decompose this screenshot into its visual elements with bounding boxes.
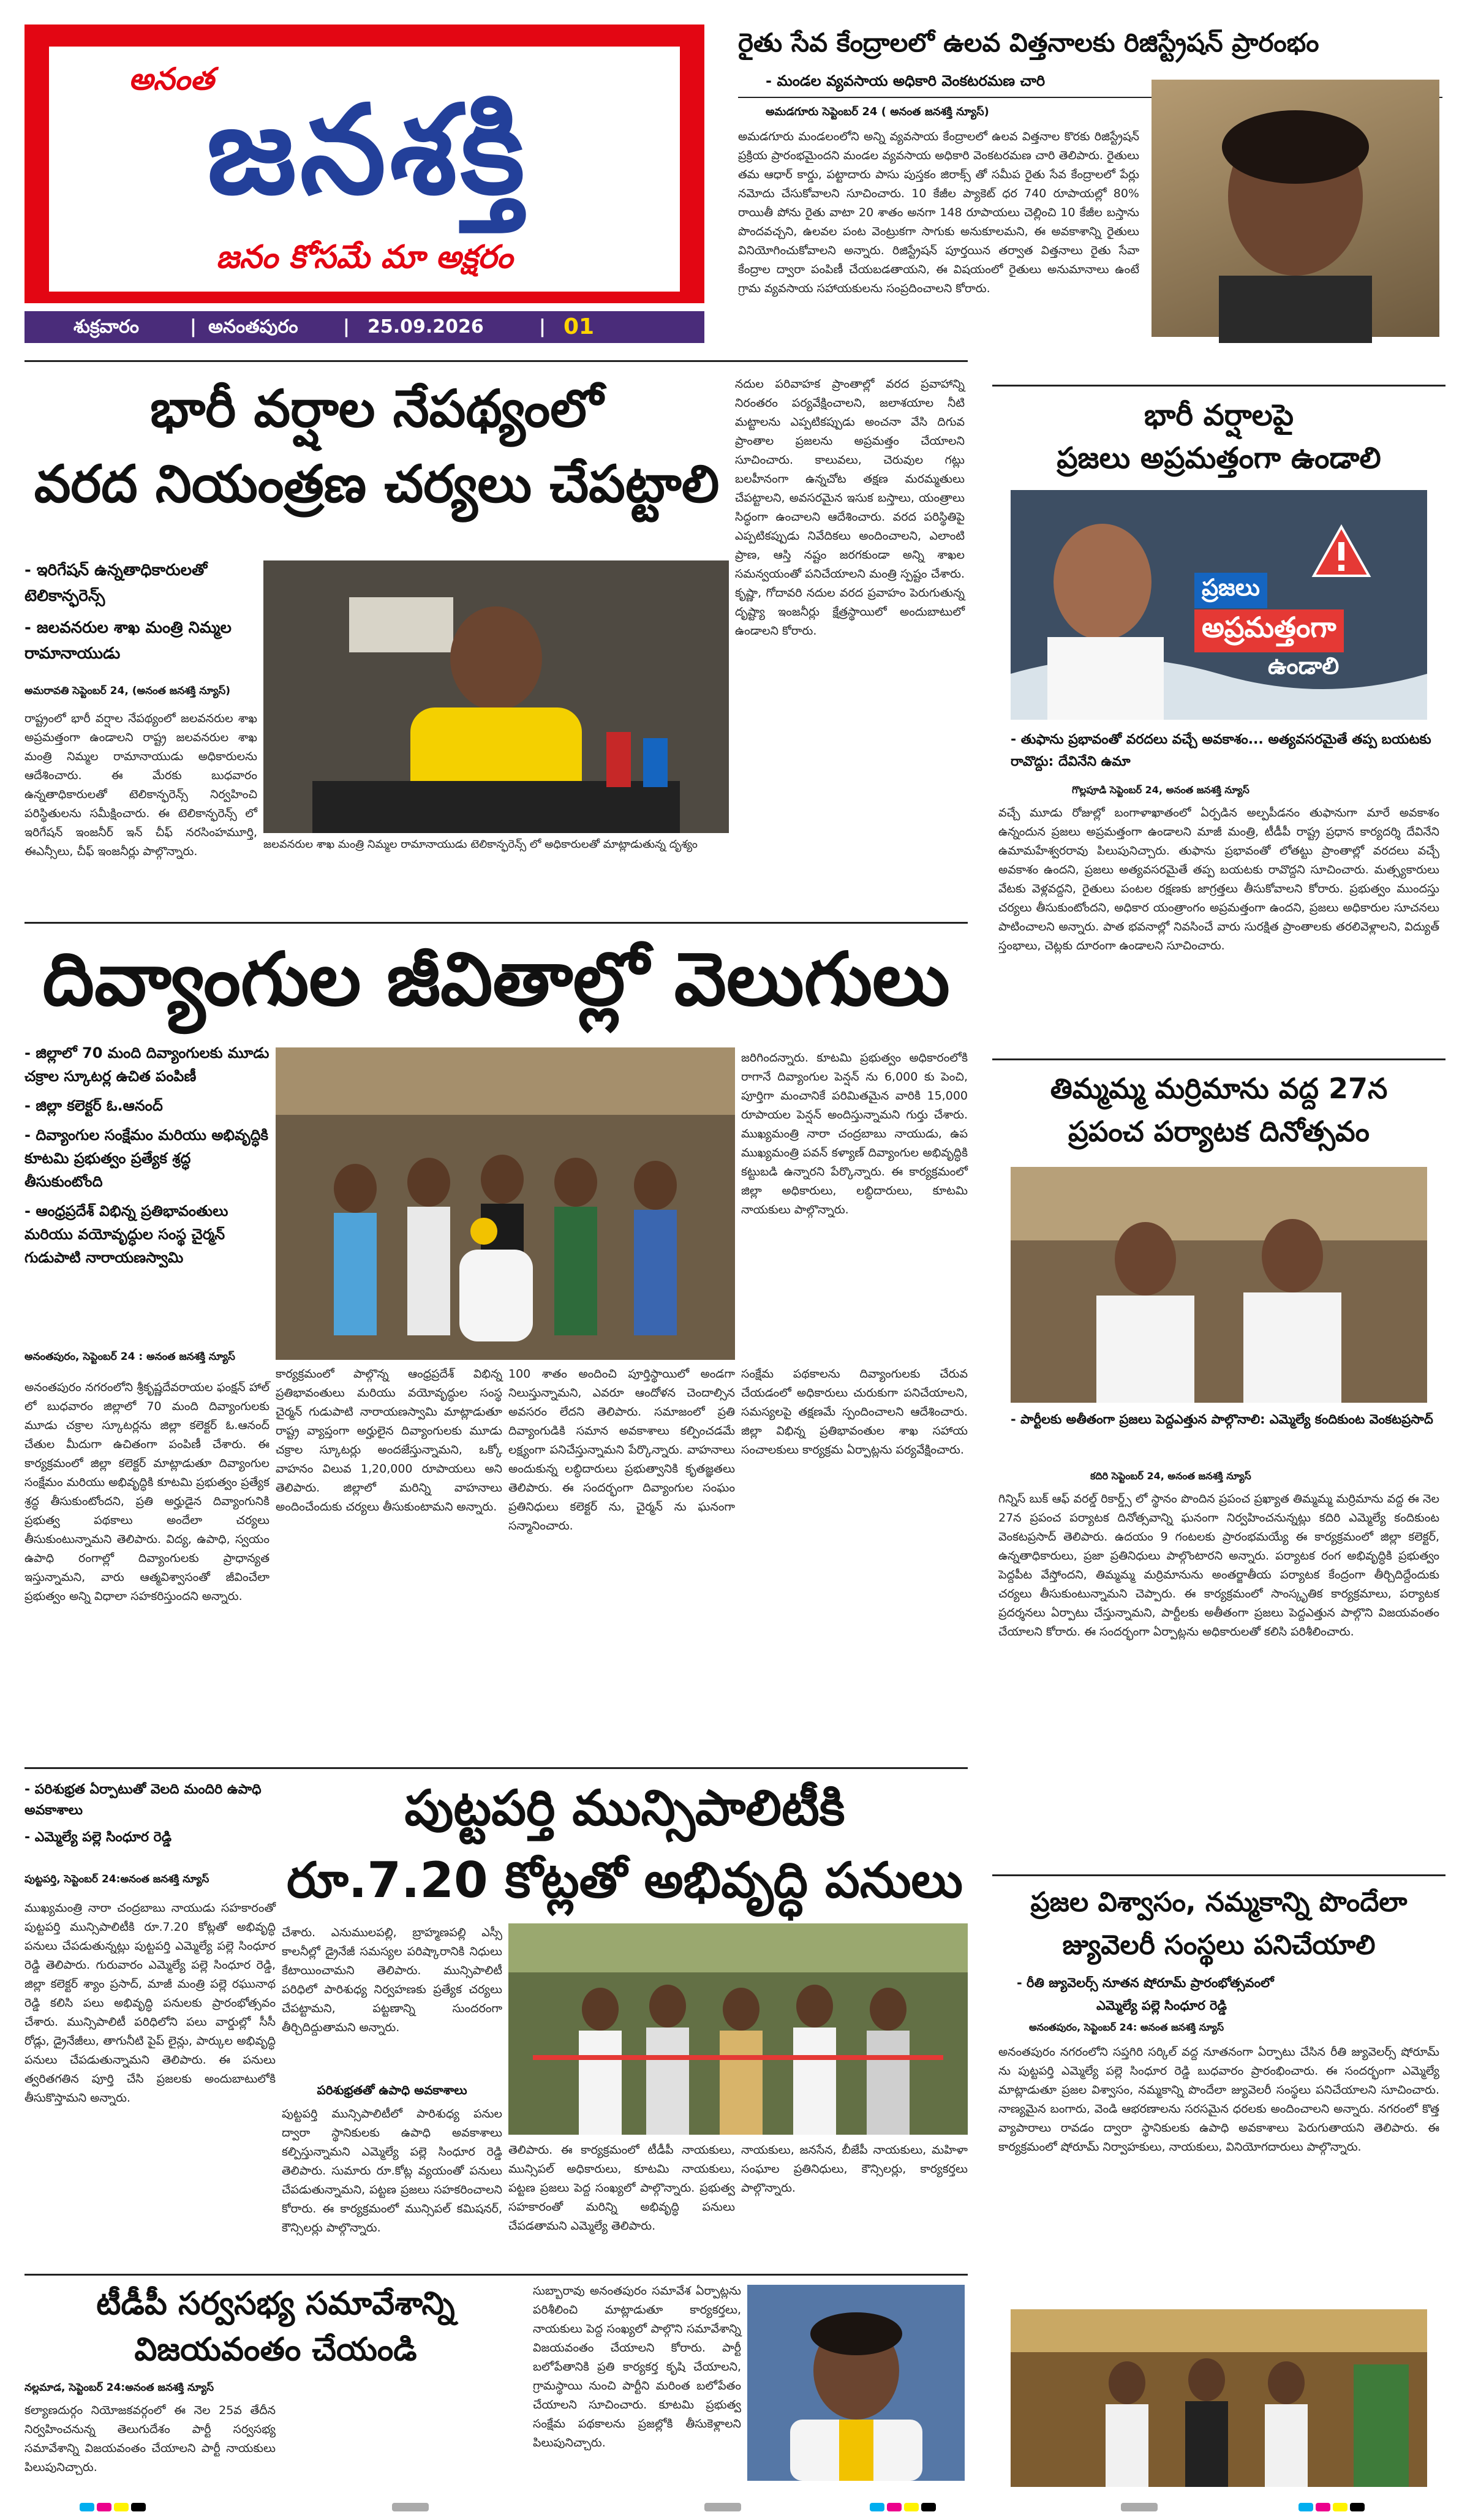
jewel-dateline: అనంతపురం, సెప్టెంబర్ 24: అనంత జనశక్తి న్యూస్ [1029, 2021, 1224, 2033]
date-strip-sep2: | [343, 316, 350, 338]
side-divider-3 [992, 1874, 1446, 1876]
puttaparthi-body-a: ముఖ్యమంత్రి నారా చంద్రబాబు నాయుడు సహకారంతో పుట్టపర్తి మున్సిపాలిటీకి రూ.7.20 కోట్లతో అభివృద్ధి పనులు చేపడుతున్నట్లు పుట్టపర్తి ఎమ్మెల్యే పల్లె సింధూర రెడ్డి తెలిపారు. గురువారం ఎమ్మెల్యే పల్లె సింధూర రెడ్డి, జిల్లా కలెక్టర్ శ్యాం ప్రసాద్, మాజీ మంత్రి పల్లె రఘునాథ రెడ్డి కలిసి పలు అభివృద్ధి పనులకు ప్రారంభోత్సవం చేశారు. మున్సిపాలిటీ పరిధిలోని పలు వార్డుల్లో సీసీ రోడ్లు, డ్రైనేజీలు, తాగునీటి పైప్ లైన్లు, పార్కుల అభివృద్ధి పనులు చేపడుతున్నామని తెలిపారు. ఈ పనులు త్వరితగతిన పూర్తి చేసి ప్రజలకు అందుబాటులోకి తీసుకొస్తామని అన్నారు. [24, 1901, 280, 2105]
puttaparthi-bullet-1: - పరిశుభ్రత ఏర్పాటుతో వెలది మందిరి ఉపాధి అవకాశాలు [24, 1782, 262, 1818]
date-strip-sep3: | [539, 316, 546, 338]
top-story-body: అమడగూరు మండలంలోని అన్ని వ్యవసాయ కేంద్రాలలో ఉలవ విత్తనాల కొరకు రిజిస్ట్రేషన్ ప్రక్రియ ప్రారంభమైందని మండల వ్యవసాయ అధికారి వెంకటరమణ చారి తెలిపారు. రైతులు తమ ఆధార్ కార్డు, పట్టాదారు పాసు పుస్తకం జిరాక్స్ తో సమీప రైతు సేవ కేంద్రాలలో పేర్లు నమోదు చేసుకోవాలని సూచించారు. 10 కేజీల ప్యాకెట్ ధర 740 రూపాయల్లో 80% రాయితీ పోను రైతు వాటా 20 శాతం అనగా 148 రూపాయలు చెల్లించి 10 కేజీల బస్తాను పొందవచ్చని, ఉలవల పంట వెంట్రుకగా సాగుకు అనుకూలమని, ఈ అవకాశాన్ని రైతులు వినియోగించుకోవాలని అన్నారు. రిజిస్ట్రేషన్ పూర్తయిన తర్వాత విత్తనాలు రైతు సేవా కేంద్రాల ద్వారా పంపిణీ చేయబడతాయని, ఈ విషయంలో రైతులు అనుమానాలు ఉంటే గ్రామ వ్యవసాయ సహాయకులను సంప్రదించాలని కోరారు. [738, 130, 1144, 295]
portrait-man-glyph [1152, 80, 1439, 337]
alert-headline-line2: ప్రజలు అప్రమత్తంగా ఉండాలి [1057, 441, 1381, 475]
section-rule-3 [24, 1767, 968, 1769]
flood-bullet-2: - జలవనరుల శాఖ మంత్రి నిమ్మల రామానాయుడు [24, 619, 232, 663]
alert-headline-line1: భారీ వర్షాలపై [1144, 398, 1294, 432]
puttaparthi-body-b: చేశారు. ఎనుములపల్లి, బ్రాహ్మణపల్లి ఎస్సీ కాలనీల్లో డ్రైనేజీ సమస్యల పరిష్కారానికి నిధులు కేటాయించామని తెలిపారు. మున్సిపాలిటీ పరిధిలో పారిశుధ్య నిర్వహణకు ప్రత్యేక చర్యలు చేపట్టామని, పట్టణాన్ని సుందరంగా తీర్చిదిద్దుతామని అన్నారు. [282, 1926, 507, 2034]
date-strip-place: అనంతపురం [208, 316, 298, 338]
flood-body-b: నదుల పరివాహక ప్రాంతాల్లో వరద ప్రవాహాన్ని నిరంతరం పర్యవేక్షించాలని, జలాశయాల నీటి మట్టాలను ఎప్పటికప్పుడు అంచనా వేసి దిగువ ప్రాంతాల ప్రజలను అప్రమత్తం చేయాలని సూచించారు. కాలువలు, చెరువుల గట్లు బలహీనంగా ఉన్నచోట తక్షణ మరమ్మతులు చేపట్టాలని, అవసరమైన ఇసుక బస్తాలు, యంత్రాలు సిద్ధంగా ఉంచాలని ఆదేశించారు. వరద పరిస్థితిపై ఎప్పటికప్పుడు నివేదికలు అందించాలని, ఎలాంటి ప్రాణ, ఆస్తి నష్టం జరగకుండా అన్ని శాఖల సమన్వయంతో పనిచేయాలని మంత్రి స్పష్టం చేశారు. కృష్ణా, గోదావరి నదుల వరద ప్రవాహం పెరుగుతున్న దృష్ట్యా ఇంజనీర్లు క్షేత్రస్థాయిలో అందుబాటులో ఉండాలని కోరారు. [735, 377, 969, 638]
section-rule-2 [24, 922, 968, 924]
jewel-sub2: ఎమ్మెల్యే పల్లె సింధూర రెడ్డి [1096, 1998, 1227, 2013]
flood-caption: జలవనరుల శాఖ మంత్రి నిమ్మల రామానాయుడు టెలికాన్ఫరెన్స్ లో అధికారులతో మాట్లాడుతున్న దృశ్యం [263, 838, 698, 851]
date-strip-date: 25.09.2026 [368, 316, 484, 338]
disabled-body-a: అనంతపురం నగరంలోని శ్రీకృష్ణదేవరాయల ఫంక్షన్ హాల్ లో బుధవారం జిల్లాలో 70 మంది దివ్యాంగులకు మూడు చక్రాల స్కూటర్లను జిల్లా కలెక్టర్ ఓ.ఆనంద్ చేతుల మీదుగా ఉచితంగా పంపిణీ చేశారు. ఈ కార్యక్రమంలో జిల్లా కలెక్టర్ మాట్లాడుతూ దివ్యాంగుల సంక్షేమం మరియు అభివృద్ధికి కూటమి ప్రభుత్వం ప్రత్యేక శ్రద్ధ తీసుకుంటోందని, ప్రతి అర్హుడైన దివ్యాంగునికి ప్రభుత్వ పథకాలు అందేలా చర్యలు తీసుకుంటున్నామని తెలిపారు. విద్య, ఉపాధి, స్వయం ఉపాధి రంగాల్లో దివ్యాంగులకు ప్రాధాన్యత ఇస్తున్నామని, వారు ఆత్మవిశ్వాసంతో జీవించేలా ప్రభుత్వం అన్ని విధాలా సహకరిస్తుందని అన్నారు. [24, 1381, 274, 1603]
disabled-bullets [24, 1041, 270, 1275]
top-story-sub: - మండల వ్యవసాయ అధికారి వెంకటరమణ చారి [766, 72, 1046, 89]
registration-marks [0, 2499, 1470, 2518]
masthead-top-script: అనంత [129, 61, 214, 97]
flood-photo [263, 560, 729, 833]
tdp-photo [747, 2285, 965, 2481]
masthead [24, 25, 704, 346]
masthead-red-box [24, 25, 704, 303]
date-strip [24, 311, 704, 343]
jewel-photo [1011, 2309, 1427, 2487]
tdp-headline-line1: టీడీపీ సర్వసభ్య సమావేశాన్ని [96, 2285, 455, 2322]
section-rule-4 [24, 2274, 968, 2276]
puttaparthi-bullets [24, 1779, 282, 1854]
jewel-headline-line2: జ్యువెలరీ సంస్థలు పనిచేయాలి [1062, 1930, 1376, 1961]
tdp-dateline: నల్లమాడ, సెప్టెంబర్ 24:అనంత జనశక్తి న్యూస్ [24, 2382, 214, 2394]
disabled-photo [276, 1047, 735, 1360]
masthead-white-panel [49, 47, 680, 292]
alert-body: వచ్చే మూడు రోజుల్లో బంగాళాఖాతంలో ఏర్పడిన అల్పపీడనం తుఫానుగా మారే అవకాశం ఉన్నందున ప్రజలు అప్రమత్తంగా ఉండాలని మాజీ మంత్రి, టీడీపీ రాష్ట్ర ప్రధాన కార్యదర్శి దేవినేని ఉమామహేశ్వరరావు పిలుపునిచ్చారు. తుఫాను ప్రభావంతో లోతట్టు ప్రాంతాల్లో వరదలు వచ్చే అవకాశం ఉందని, ప్రజలు అత్యవసరమైతే తప్ప బయటకు రావొద్దని సూచించారు. మత్స్యకారులు వేటకు వెళ్లవద్దని, రైతులు పంటల రక్షణకు జాగ్రత్తలు తీసుకోవాలని కోరారు. ప్రభుత్వం ముందస్తు చర్యలు తీసుకుంటోందని, అధికార యంత్రాంగం అప్రమత్తంగా ఉందని, ప్రజలు అధికారుల సూచనలు పాటించాలని అన్నారు. పాత భవనాల్లో నివసించే వారు సురక్షిత ప్రాంతాలకు తరలివెళ్లాలని, విద్యుత్ స్తంభాలు, చెట్లకు దూరంగా ఉండాలని సూచించారు. [998, 806, 1444, 953]
scooter-distribution-glyph [276, 1047, 735, 1360]
masthead-name: జనశక్తి [206, 79, 529, 222]
flood-bullet-1: - ఇరిగేషన్ ఉన్నతాధికారులతో టెలికాన్ఫరెన్స్ [24, 561, 208, 605]
disabled-body-e: సంక్షేమ పథకాలను దివ్యాంగులకు చేరువ చేయడంలో అధికారులు చురుకుగా పనిచేయాలని, సమస్యలపై తక్షణమే స్పందించాలని ఆదేశించారు. జిల్లా విభిన్న ప్రతిభావంతుల శాఖ సహాయ సంచాలకులు కార్యక్రమ ఏర్పాట్లను పర్యవేక్షించారు. [741, 1367, 972, 1457]
alert-dateline: గొల్లపూడి సెప్టెంబర్ 24, అనంత జనశక్తి న్యూస్ [1072, 784, 1250, 796]
tourism-sub: - పార్టీలకు అతీతంగా ప్రజలు పెద్దఎత్తున పాల్గొనాలి: ఎమ్మెల్యే కందికుంట వెంకటప్రసాద్ [1011, 1412, 1433, 1427]
tourism-photo [1011, 1167, 1427, 1403]
alert-graphic-line1: ప్రజలు [1194, 573, 1267, 608]
alert-graphic-line2: అప్రమత్తంగా [1194, 609, 1344, 652]
tdp-body-a: కల్యాణదుర్గం నియోజకవర్గంలో ఈ నెల 25వ తేదీన నిర్వహించనున్న తెలుగుదేశం పార్టీ సర్వసభ్య సమావేశాన్ని విజయవంతం చేయాలని పార్టీ నాయకులు పిలుపునిచ్చారు. [24, 2404, 280, 2474]
registration-marks-art [0, 2499, 1470, 2518]
tdp-body-b: సుబ్బారావు అనంతపురం సమావేశ ఏర్పాట్లను పరిశీలించి మాట్లాడుతూ కార్యకర్తలు, నాయకులు పెద్ద సంఖ్యలో పాల్గొని సమావేశాన్ని విజయవంతం చేయాలని కోరారు. పార్టీ బలోపేతానికి ప్రతి కార్యకర్త కృషి చేయాలని, గ్రామస్థాయి నుంచి పార్టీని మరింత బలోపేతం చేయాలని సూచించారు. కూటమి ప్రభుత్వ సంక్షేమ పథకాలను ప్రజల్లోకి తీసుకెళ్లాలని పిలుపునిచ్చారు. [533, 2284, 745, 2450]
tourism-body: గిన్నిస్ బుక్ ఆఫ్ వరల్డ్ రికార్డ్స్ లో స్థానం పొందిన ప్రపంచ ప్రఖ్యాత తిమ్మమ్మ మర్రిమాను వద్ద ఈ నెల 27న ప్రపంచ పర్యాటక దినోత్సవాన్ని ఘనంగా నిర్వహించనున్నట్లు కదిరి ఎమ్మెల్యే కందికుంట వెంకటప్రసాద్ తెలిపారు. ఉదయం 9 గంటలకు ప్రారంభమయ్యే ఈ కార్యక్రమంలో జిల్లా కలెక్టర్, ఉన్నతాధికారులు, ప్రజా ప్రతినిధులు పాల్గొంటారని అన్నారు. పర్యాటక రంగ అభివృద్ధికి ప్రభుత్వం పెద్దపీట వేస్తోందని, తిమ్మమ్మ మర్రిమానును అంతర్జాతీయ పర్యాటక కేంద్రంగా తీర్చిదిద్దేందుకు చర్యలు తీసుకుంటున్నామని చెప్పారు. ఈ కార్యక్రమంలో సాంస్కృతిక కార్యక్రమాలు, పర్యాటక ప్రదర్శనలు ఏర్పాటు చేస్తున్నామని, పార్టీలకు అతీతంగా ప్రజలు పెద్దఎత్తున పాల్గొని విజయవంతం చేయాలని కోరారు. ఈ సందర్భంగా ఏర్పాట్లను అధికారులతో కలిసి పరిశీలించారు. [998, 1492, 1444, 1639]
puttaparthi-body-c: పుట్టపర్తి మున్సిపాలిటీలో పారిశుధ్య పనుల ద్వారా స్థానికులకు ఉపాధి అవకాశాలు కల్పిస్తున్నామని ఎమ్మెల్యే పల్లె సింధూర రెడ్డి తెలిపారు. సుమారు రూ.కోట్ల వ్యయంతో పనులు చేపడుతున్నామని, పట్టణ ప్రజలు సహకరించాలని కోరారు. ఈ కార్యక్రమంలో మున్సిపల్ కమిషనర్, కౌన్సిలర్లు పాల్గొన్నారు. [282, 2107, 507, 2235]
disabled-bullet-4: - ఆంధ్రప్రదేశ్ విభిన్న ప్రతిభావంతులు మరియు వయోవృద్ధుల సంస్థ చైర్మన్ గుడుపాటి నారాయణస్వామి [24, 1202, 228, 1266]
puttaparthi-bullet-2: - ఎమ్మెల్యే పల్లె సింధూర రెడ్డి [24, 1830, 172, 1845]
masthead-tagline: జనం కోసమే మా అక్షరం [216, 239, 513, 276]
jewel-sub1: - రీతి జ్యువెలర్స్ నూతన షోరూమ్ ప్రారంభోత్సవంలో [1017, 1975, 1274, 1990]
top-story-dateline: అమడగూరు సెప్టెంబర్ 24 ( అనంత జనశక్తి న్యూస్) [766, 105, 989, 118]
puttaparthi-headline-line2: రూ.7.20 కోట్లతో అభివృద్ధి పనులు [287, 1852, 963, 1909]
top-story-headline: రైతు సేవ కేంద్రాలలో ఉలవ విత్తనాలకు రిజిస్ట్రేషన్ ప్రారంభం [738, 28, 1319, 58]
puttaparthi-body-d: తెలిపారు. ఈ కార్యక్రమంలో టీడీపీ నాయకులు, మున్సిపల్ అధికారులు, కూటమి నాయకులు, పట్టణ ప్రజలు పెద్ద సంఖ్యలో పాల్గొన్నారు. ప్రభుత్వ సహకారంతో మరిన్ని అభివృద్ధి పనులు చేపడతామని ఎమ్మెల్యే తెలిపారు. [508, 2143, 739, 2233]
puttaparthi-body-e: నాయకులు, జనసేన, బీజేపీ నాయకులు, మహిళా సంఘాల ప్రతినిధులు, కౌన్సిలర్లు, కార్యకర్తలు పాల్గొన్నారు. [741, 2143, 972, 2195]
page-number: 01 [564, 314, 595, 339]
flood-headline-line2: వరద నియంత్రణ చర్యలు చేపట్టాలి [34, 454, 720, 514]
side-divider-2 [992, 1058, 1446, 1060]
tdp-headline-line2: విజయవంతం చేయండి [134, 2331, 417, 2368]
disabled-body-b: కార్యక్రమంలో పాల్గొన్న ఆంధ్రప్రదేశ్ విభిన్న ప్రతిభావంతులు మరియు వయోవృద్ధుల సంస్థ చైర్మన్ గుడుపాటి నారాయణస్వామి మాట్లాడుతూ రాష్ట్ర వ్యాప్తంగా అర్హులైన దివ్యాంగులకు మూడు చక్రాల స్కూటర్లు అందజేస్తున్నామని, ఒక్కో వాహనం విలువ 1,20,000 రూపాయలు అని తెలిపారు. జిల్లాలో మరిన్ని వాహనాలు అందించేందుకు చర్యలు తీసుకుంటామని అన్నారు. [276, 1367, 507, 1514]
tourism-headline-line1: తిమ్మమ్మ మర్రిమాను వద్ద 27న [1050, 1072, 1388, 1105]
puttaparthi-photo [508, 1923, 968, 2135]
alert-graphic-line3: ఉండాలి [1268, 652, 1340, 679]
flood-body-a: రాష్ట్రంలో భారీ వర్షాల నేపథ్యంలో జలవనరుల శాఖ అప్రమత్తంగా ఉండాలని రాష్ట్ర జలవనరుల శాఖ మంత్రి నిమ్మల రామానాయుడు అధికారులను ఆదేశించారు. ఈ మేరకు బుధవారం ఉన్నతాధికారులతో టెలికాన్ఫరెన్స్ నిర్వహించి పరిస్థితులను సమీక్షించారు. ఈ టెలికాన్ఫరెన్స్ లో ఇరిగేషన్ ఇంజనీర్ ఇన్ చీఫ్ నరసింహమూర్తి, ఈఎన్సీలు, చీఫ్ ఇంజనీర్లు పాల్గొన్నారు. [24, 712, 262, 858]
flood-bullets [24, 557, 257, 673]
jewel-body: అనంతపురం నగరంలోని సప్తగిరి సర్కిల్ వద్ద నూతనంగా ఏర్పాటు చేసిన రీతి జ్యువెలర్స్ షోరూమ్ ను పుట్టపర్తి ఎమ్మెల్యే పల్లె సింధూర రెడ్డి బుధవారం ప్రారంభించారు. ఈ సందర్భంగా ఎమ్మెల్యే మాట్లాడుతూ ప్రజల విశ్వాసం, నమ్మకాన్ని పొందేలా జ్యువెలరీ సంస్థలు పనిచేయాలని సూచించారు. నాణ్యమైన బంగారు, వెండి ఆభరణాలను సరసమైన ధరలకు అందించాలని అన్నారు. నగరంలో కొత్త వ్యాపారాలు రావడం ద్వారా స్థానికులకు ఉపాధి అవకాశాలు పెరుగుతాయని తెలిపారు. ఈ కార్యక్రమంలో షోరూమ్ నిర్వాహకులు, నాయకులు, వినియోగదారులు పాల్గొన్నారు. [998, 2045, 1444, 2154]
disabled-headline: దివ్యాంగుల జీవితాల్లో వెలుగులు [42, 937, 950, 1022]
ribbon-cutting-glyph [508, 1923, 968, 2135]
flood-dateline: అమరావతి సెప్టెంబర్ 24, (అనంత జనశక్తి న్యూస్) [24, 685, 231, 697]
tourism-headline-line2: ప్రపంచ పర్యాటక దినోత్సవం [1068, 1115, 1370, 1148]
alert-sub: - తుఫాను ప్రభావంతో వరదలు వచ్చే అవకాశం... అత్యవసరమైతే తప్ప బయటకు రావొద్దు: దేవినేని ఉమా [1011, 732, 1431, 769]
disabled-bullet-3: - దివ్యాంగుల సంక్షేమం మరియు అభివృద్ధికి కూటమి ప్రభుత్వం ప్రత్యేక శ్రద్ధ తీసుకుంటోంది [24, 1126, 269, 1190]
leader-portrait-glyph [747, 2285, 965, 2481]
jewel-headline-line1: ప్రజల విశ్వాసం, నమ్మకాన్ని పొందేలా [1030, 1887, 1408, 1918]
date-strip-day: శుక్రవారం [74, 316, 139, 338]
minister-photo-glyph [263, 560, 729, 833]
two-men-photo-glyph [1011, 1167, 1427, 1403]
puttaparthi-dateline: పుట్టపర్తి, సెప్టెంబర్ 24:అనంత జనశక్తి న్యూస్ [24, 1873, 209, 1885]
puttaparthi-headline-line1: పుట్టపర్తి మున్సిపాలిటీకి [404, 1779, 845, 1836]
side-divider-top [992, 385, 1446, 387]
section-rule-1 [24, 360, 968, 362]
disabled-body-c: జరిగిందన్నారు. కూటమి ప్రభుత్వం అధికారంలోకి రాగానే దివ్యాంగుల పెన్షన్ ను 6,000 కు పెంచి, పూర్తిగా మంచానికే పరిమితమైన వారికి 15,000 రూపాయల పెన్షన్ అందిస్తున్నామని గుర్తు చేశారు. ముఖ్యమంత్రి నారా చంద్రబాబు నాయుడు, ఉప ముఖ్యమంత్రి పవన్ కళ్యాణ్ దివ్యాంగుల అభివృద్ధికి కట్టుబడి ఉన్నారని పేర్కొన్నారు. ఈ కార్యక్రమంలో జిల్లా అధికారులు, లబ్ధిదారులు, కూటమి నాయకులు పాల్గొన్నారు. [741, 1051, 972, 1217]
disabled-body-d: 100 శాతం అందించి పూర్తిస్థాయిలో అండగా నిలుస్తున్నామని, ఎవరూ ఆందోళన చెందాల్సిన అవసరం లేదని తెలిపారు. సమాజంలో ప్రతి దివ్యాంగుడికి సమాన అవకాశాలు కల్పించడమే లక్ష్యంగా పనిచేస్తున్నామని పేర్కొన్నారు. వాహనాలు అందుకున్న లబ్ధిదారులు ప్రభుత్వానికి కృతజ్ఞతలు తెలిపారు. ఈ సందర్భంగా దివ్యాంగుల సంఘం ప్రతినిధులు కలెక్టర్ ను, చైర్మన్ ను ఘనంగా సన్మానించారు. [508, 1367, 739, 1533]
disabled-bullet-1: - జిల్లాలో 70 మంది దివ్యాంగులకు మూడు చక్రాల స్కూటర్ల ఉచిత పంపిణీ [24, 1044, 270, 1085]
top-story-photo [1152, 80, 1439, 337]
alert-graphic [1011, 490, 1427, 720]
flood-headline-line1: భారీ వర్షాల నేపథ్యంలో [150, 379, 603, 439]
puttaparthi-subhead: పరిశుభ్రతతో ఉపాధి అవకాశాలు [317, 2083, 467, 2097]
showroom-photo-glyph [1011, 2309, 1427, 2487]
date-strip-sep1: | [190, 316, 197, 338]
disabled-dateline: అనంతపురం, సెప్టెంబర్ 24 : అనంత జనశక్తి న్యూస్ [24, 1351, 235, 1363]
disabled-bullet-2: - జిల్లా కలెక్టర్ ఓ.ఆనంద్ [24, 1097, 163, 1114]
tourism-dateline: కదిరి సెప్టెంబర్ 24, అనంత జనశక్తి న్యూస్ [1090, 1470, 1251, 1482]
